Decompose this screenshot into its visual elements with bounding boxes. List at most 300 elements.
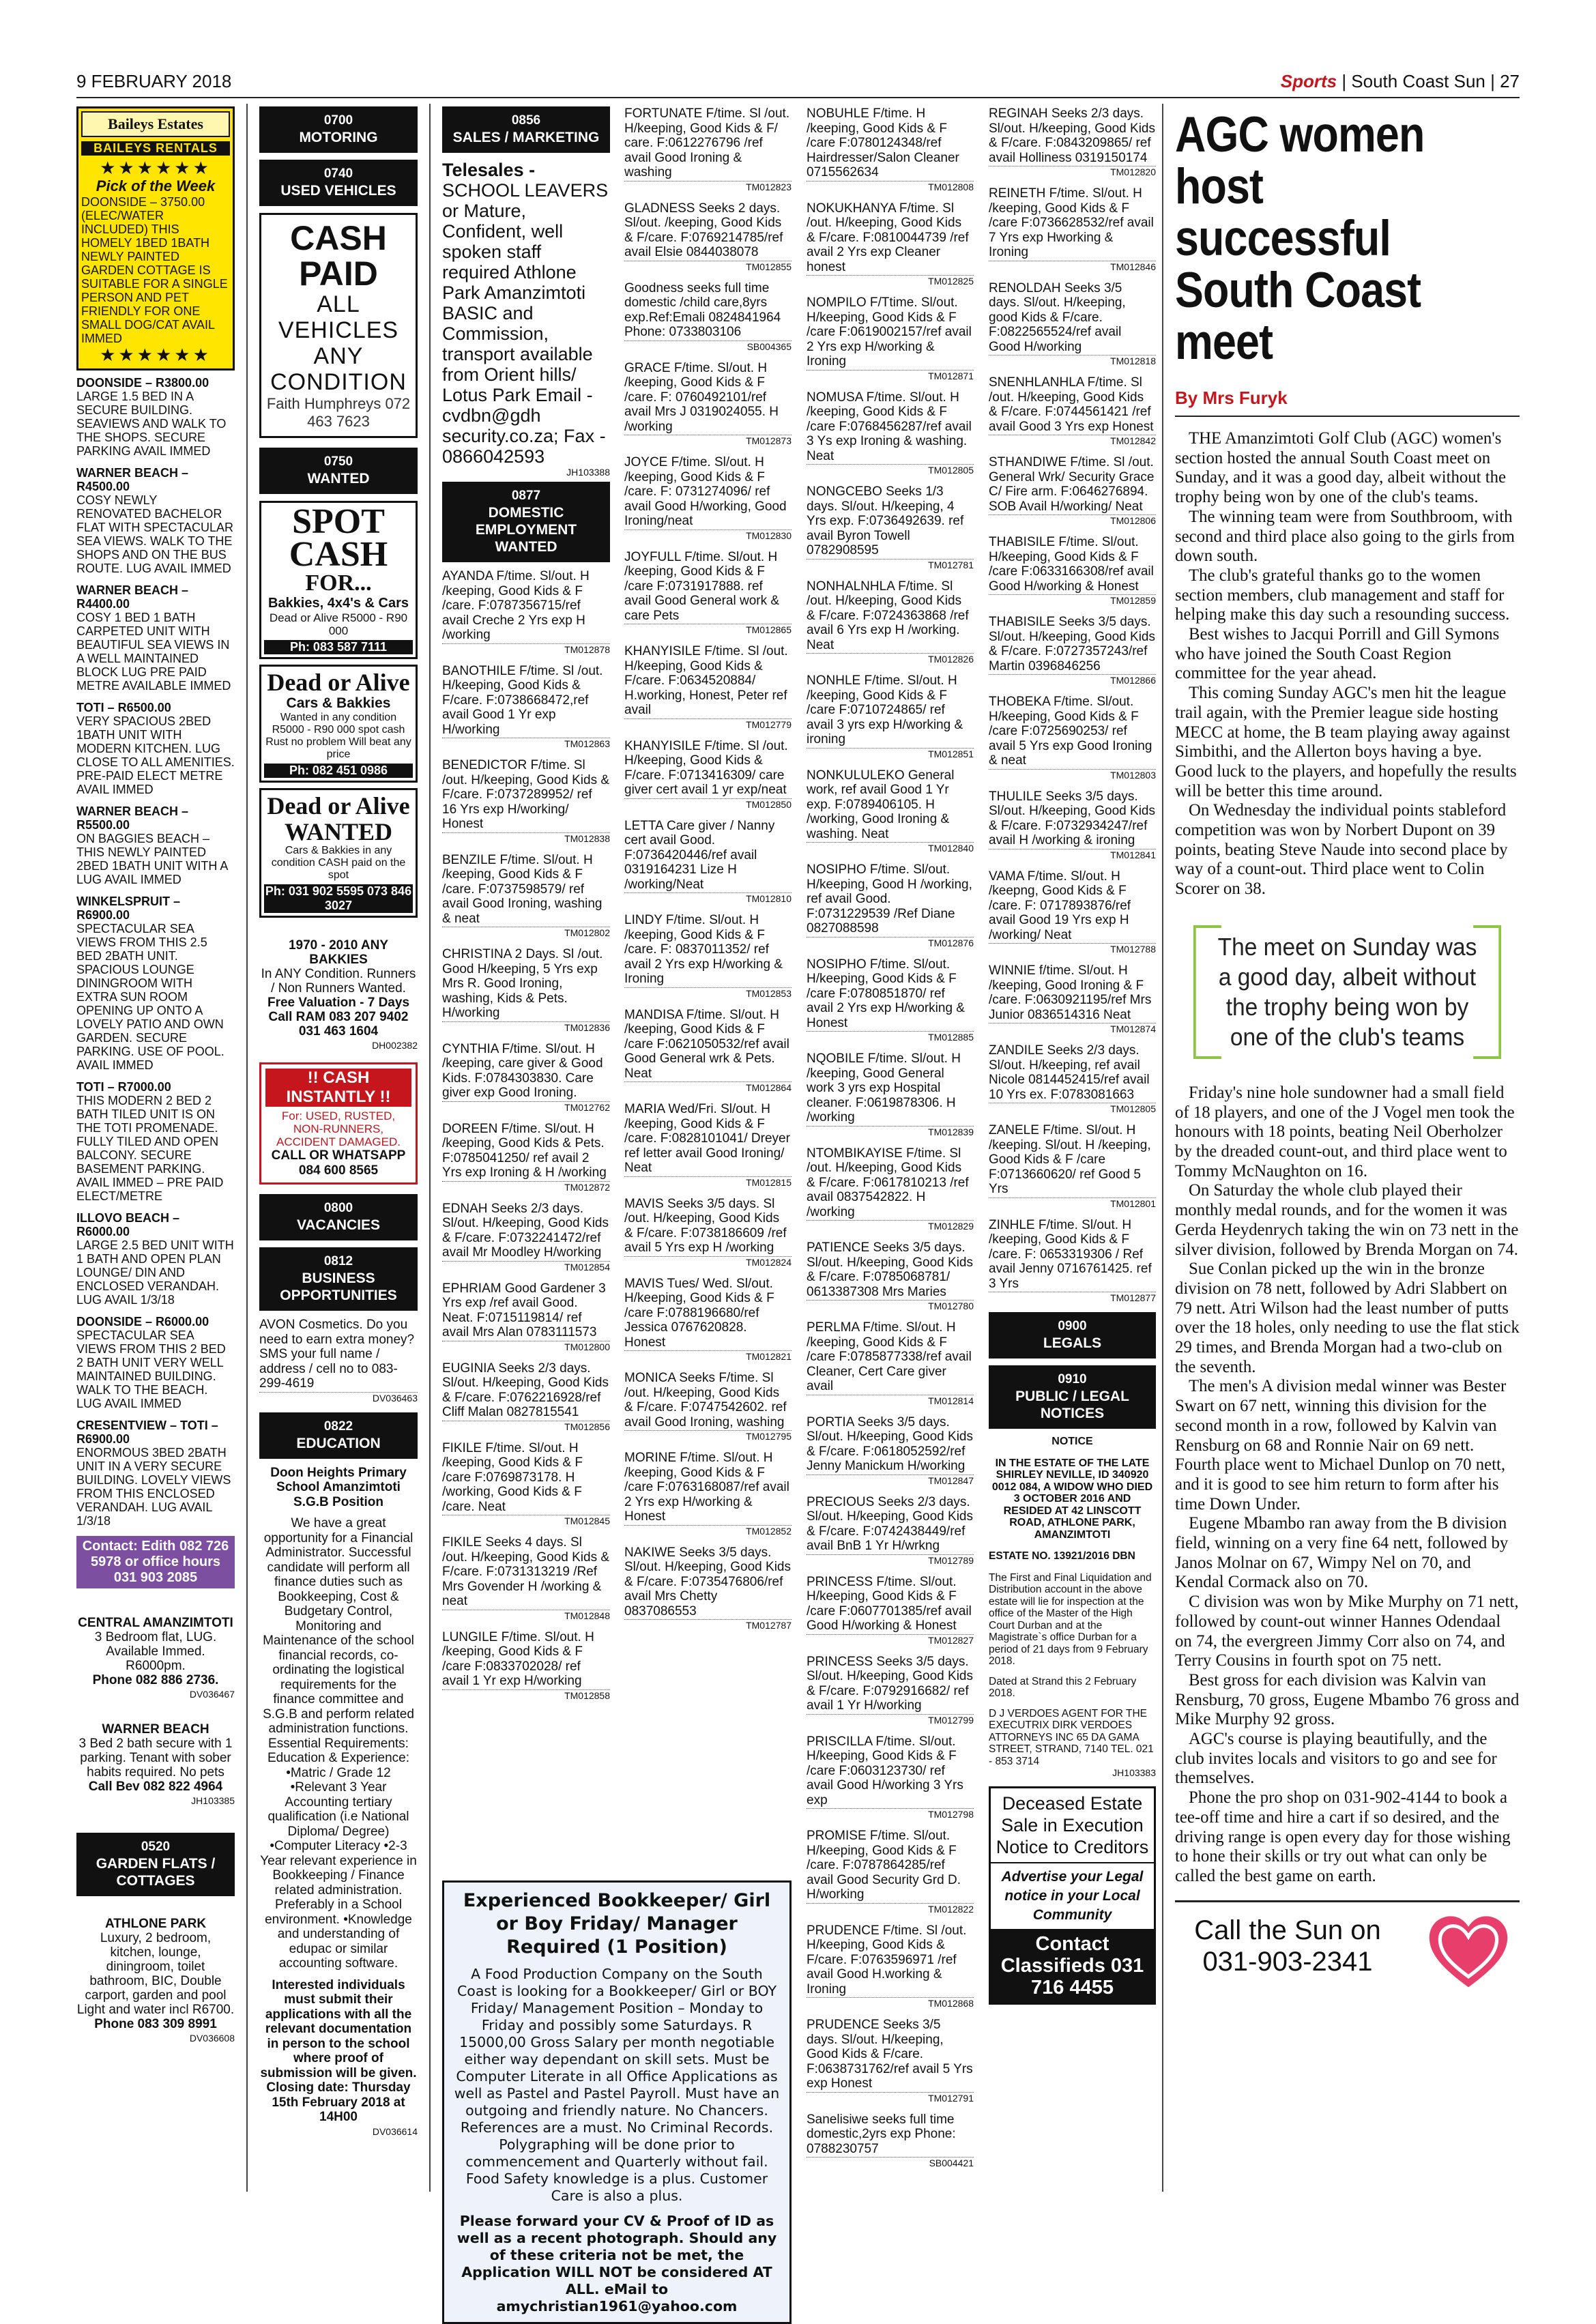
ad-text: MANDISA F/time. Sl/out. H /keeping, Good Kids & F /care F:0621050532/ref avail Good General wrk & Pets. Neat [624, 1007, 789, 1081]
article-paragraph: AGC's course is playing beautifully, and the club invites locals and visitors to go and see for themselves. [1175, 1730, 1497, 1788]
listing-title: CRESENTVIEW – TOTI – R6900.00 [76, 1419, 218, 1446]
spot-cash-for: FOR... [305, 570, 372, 596]
classified-ad [442, 1361, 610, 1432]
listing-title: DOONSIDE – R3800.00 [76, 376, 209, 390]
classified-ad [624, 1545, 792, 1631]
section-number: 0800 [323, 1201, 353, 1215]
ad-text: KHANYISILE F/time. Sl /out. H/keeping, Good Kids & F/care. F:0713416309/ care giver cert avail 1 yr exp/neat [624, 738, 788, 797]
article-paragraph: On Wednesday the individual points stableford competition was won by Norbert Dupont on 39 points, beating Steve Naude into second place by way of a count-out. Third place went to Colin Scorer on 38. [1175, 801, 1508, 899]
doa-phone: Ph: 031 902 5595 073 846 3027 [265, 884, 412, 912]
classified-ad [442, 947, 610, 1033]
ad-text: PERLMA F/time. Sl/out. H /keeping, Good Kids & F /care F:0785877338/ref avail Cleaner, Cert Care giver avail [807, 1320, 972, 1393]
ad-text: CHRISTINA 2 Days. Sl /out. Good H/keeping, 5 Yrs exp Mrs R. Good Ironing, washing, Kids & Pets. H/working [442, 947, 603, 1020]
ad-title: Doon Heights Primary School Amanzimtoti S.G.B Position [270, 1465, 407, 1509]
classified-ad [624, 1277, 792, 1363]
ad-text: EDNAH Seeks 2/3 days. Sl/out. H/keeping, Good Kids & F/care. F:0732241472/ref avail Mr Moodley H/working [442, 1201, 609, 1260]
athlone-park-ad [76, 1917, 235, 2046]
ad-ref: SB004365 [624, 340, 792, 352]
notice-dated: Dated at Strand this 2 February 2018. [989, 1675, 1137, 1699]
article-byline: By Mrs Furyk [1175, 388, 1520, 417]
classified-ad [989, 789, 1156, 860]
ad-text: FORTUNATE F/time. Sl /out. H/keeping, Good Kids & F/ care. F:0612276796 /ref avail Good Ironing & washing [624, 106, 790, 179]
classified-ad [807, 1146, 974, 1232]
section-heading-public-notices [989, 1365, 1156, 1429]
classified-ad [624, 913, 792, 999]
classified-ad [989, 869, 1156, 955]
spot-cash-vehicles: Bakkies, 4x4's & Cars [267, 596, 409, 611]
header-rule [76, 97, 1520, 98]
listing-title: TOTI – R6500.00 [76, 701, 171, 714]
any-bakkies-ad [259, 938, 418, 1053]
classified-ad [989, 535, 1156, 606]
ad-ref: TM012854 [442, 1261, 610, 1273]
article-paragraph: THE Amanzimtoti Golf Club (AGC) women's section hosted the annual South Coast meet on Sunday, and it was a good day, albeit without the trophy being won by one of the club's teams. [1175, 429, 1507, 507]
classified-ad [807, 1320, 974, 1406]
rental-listings [76, 376, 235, 1528]
ad-ref: TM012788 [989, 943, 1156, 955]
ad-text: AYANDA F/time. Sl/out. H /keeping, Good Kids & F /care. F:0787356715/ref avail Creche 2 Yrs exp H /working [442, 569, 590, 642]
section-title: SALES / MARKETING [452, 130, 600, 145]
ad-ref: DH002382 [372, 1040, 418, 1051]
section-number: 0740 [323, 166, 353, 181]
ad-text: PRINCESS Seeks 3/5 days. Sl/out. H/keeping, Good Kids & F/care. F:0792916682/ ref avail 1 Yr H/working [807, 1654, 973, 1713]
ad-ref: TM012839 [807, 1126, 974, 1137]
spot-cash-title: SPOT CASH [289, 502, 388, 574]
ad-ref: TM012801 [989, 1197, 1156, 1209]
heart-icon [1424, 1909, 1513, 1998]
rental-listing [76, 376, 235, 458]
ad-ref: TM012789 [807, 1554, 974, 1566]
ad-body: In ANY Condition. Runners / Non Runners Wanted. [261, 967, 416, 996]
ad-ref: TM012864 [624, 1081, 792, 1093]
deceased-estate-promo [989, 1786, 1156, 2005]
ad-text: NONKULULEKO General work, ref avail Good 1 Yr exp. F:0789406105. H /working, Good Ironing & washing. Neat [807, 768, 955, 841]
classified-ad [807, 768, 974, 854]
ad-ref: TM012873 [624, 435, 792, 446]
column-divider [429, 104, 431, 2192]
section-title: PUBLIC / LEGAL NOTICES [1015, 1389, 1129, 1421]
ad-ref: TM012853 [624, 987, 792, 999]
baileys-logo: Baileys Estates [81, 111, 230, 137]
ad-ref: TM012850 [624, 798, 792, 810]
ad-body: 3 Bed 2 bath secure with 1 parking. Tenant with sober habits required. No pets [78, 1737, 233, 1780]
classified-ad [807, 1495, 974, 1566]
notice-title: NOTICE [1051, 1436, 1093, 1447]
section-number: 0910 [1058, 1372, 1087, 1386]
cash-paid-ad [259, 213, 418, 438]
listing-body: LARGE 2.5 BED UNIT WITH 1 BATH AND OPEN PLAN LOUNGE/ DIN AND ENCLOSED VERANDAH. LUG AVAIL 1/3/18 [76, 1238, 234, 1307]
classified-ad [807, 1655, 974, 1726]
classified-ad [807, 106, 974, 192]
article-body-1 [1175, 429, 1520, 899]
classified-ad [624, 1008, 792, 1094]
ad-ref: TM012820 [989, 166, 1156, 177]
ad-text: NOMPILO F/Ttime. Sl/out. H/keeping, Good Kids & F /care F:0619002157/ref avail 2 Yrs exp H/working & Ironing [807, 295, 972, 368]
page-date: 9 FEBRUARY 2018 [76, 71, 232, 91]
ad-ref: TM012762 [442, 1101, 610, 1113]
classified-ad [989, 186, 1156, 272]
listing-title: WARNER BEACH – R4500.00 [76, 466, 189, 493]
ci-text: For: USED, RUSTED, NON-RUNNERS, ACCIDENT DAMAGED. [276, 1109, 401, 1148]
pull-quote-text: The meet on Sunday was a good day, albeit without the trophy being won by one of the club's teams [1217, 932, 1477, 1051]
listing-body: ENORMOUS 3BED 2BATH UNIT IN A VERY SECURE BUILDING. LOVELY VIEWS FROM THIS ENCLOSED VERANDAH. LUG AVAIL 1/3/18 [76, 1446, 231, 1528]
ad-ref: TM012805 [807, 464, 974, 476]
ad-text: Sanelisiwe seeks full time domestic,2yrs exp Phone: 0788230757 [807, 2112, 956, 2156]
telesales-ad [442, 160, 610, 478]
rental-listing [76, 466, 235, 575]
ad-text: THABISILE F/time. Sl/out. H/keeping, Good Kids & F /care F:0633166308/ref avail Good H/working & Honest [989, 535, 1154, 594]
article-paragraph: Phone the pro shop on 031-902-4144 to book a tee-off time and hire a cart if so desired, and the driving range is open every day for those wishing to hone their skills or try out what can only be called the best game on earth. [1175, 1788, 1511, 1885]
dead-or-alive-wanted-ad [259, 788, 418, 918]
ad-ref: SB004421 [807, 2157, 974, 2168]
ad-ref: TM012798 [807, 1808, 974, 1820]
ad-text: LINDY F/time. Sl/out. H /keeping, Good Kids & F /care. F: 0837011352/ ref avail 2 Yrs exp H/working & Ironing [624, 913, 783, 986]
ad-ref: TM012802 [442, 927, 610, 938]
ad-ref: TM012825 [807, 275, 974, 287]
doon-heights-ad [259, 1466, 418, 2140]
listing-body: ON BAGGIES BEACH – THIS NEWLY PAINTED 2BED 1BATH UNIT WITH A LUG AVAIL IMMED [76, 832, 228, 886]
classified-ad [807, 1734, 974, 1820]
ad-ref: TM012830 [624, 529, 792, 541]
rental-listing [76, 1080, 235, 1203]
notice-body: The First and Final Liquidation and Distribution account in the above estate will lie for inspection at the office of the Master of the High Court Durban and at the Magistrate`s office Durban for a period of 21 days from 9 February 2018. [989, 1571, 1152, 1667]
ad-text: THOBEKA F/time. Sl/out. H/keeping, Good Kids & F /care F:0725690253/ ref avail 5 Yrs exp Good Ironing & neat [989, 695, 1152, 768]
ad-text: FIKILE Seeks 4 days. Sl /out. H/keeping, Good Kids & F/care. F:0731313219 /Ref Mrs Govender H /working & neat [442, 1535, 610, 1608]
ad-ref: JH103385 [191, 1795, 235, 1806]
ad-ref: TM012814 [807, 1395, 974, 1406]
classified-ad [807, 673, 974, 759]
ad-text: STHANDIWE F/time. Sl /out. General Wrk/ Security Grace C/ Fire arm. F:0646276894. SOB Avail H/working/ Neat [989, 455, 1155, 514]
ad-text: MAVIS Seeks 3/5 days. Sl /out. H/keeping, Good Kids & F/care. F:0738186609 /ref avail 5 Yrs exp H /working [624, 1196, 787, 1255]
section-heading-business [259, 1247, 418, 1311]
baileys-rentals-ad [76, 106, 235, 371]
article-paragraph: Best gross for each division was Kalvin van Rensburg, 70 gross, Eugene Mbambo 76 gross and Mike Murphy 92 gross. [1175, 1670, 1520, 1729]
listing-title: WARNER BEACH – R4400.00 [76, 583, 189, 611]
ad-instructions: Interested individuals must submit their applications with all the relevant documentation in person to the school where proof of submission will be given. Closing date: Thursday 15th February 2018 at 14H00 [260, 1977, 417, 2124]
ad-ref: TM012803 [989, 769, 1156, 781]
ad-ref: TM012780 [807, 1300, 974, 1311]
promo-title: Deceased Estate Sale in Execution Notice to Creditors [996, 1792, 1149, 1857]
section-heading-education [259, 1412, 418, 1459]
listing-body: VERY SPACIOUS 2BED 1BATH UNIT WITH MODERN KITCHEN. LUG CLOSE TO ALL AMENITIES. PRE-PAID ELECT METRE AVAIL IMMED [76, 714, 235, 796]
ad-text: THULILE Seeks 3/5 days. Sl/out. H/keeping, Good Kids & F/care. F:0732934247/ref avail H /working & ironing [989, 789, 1155, 847]
section-title: WANTED [307, 471, 370, 486]
ad-text: ZANELE F/time. Sl/out. H /keeping. Sl/out. H /keeping, Good Kids & F /care F:0713660620/ ref Good 5 Yrs [989, 1123, 1151, 1196]
doa-text: Cars & Bakkies in any condition CASH paid on the spot [271, 845, 406, 881]
section-name: Sports [1280, 71, 1337, 91]
ad-text: PRINCESS F/time. Sl/out. H/keeping, Good Kids & F /care F:0607701385/ref avail Good H/working & Honest [807, 1574, 972, 1633]
classified-ad [624, 1451, 792, 1537]
section-number: 0700 [323, 113, 353, 128]
section-number: 0877 [511, 489, 541, 503]
notice-heading: IN THE ESTATE OF THE LATE SHIRLEY NEVILLE, ID 340920 0012 084, A WIDOW WHO DIED 3 OCTOBER 2016 AND RESIDED AT 42 LINSCOTT ROAD, ATHLONE PARK, AMANZIMTOTI [991, 1457, 1153, 1541]
listing-body: COSY 1 BED 1 BATH CARPETED UNIT WITH BEAUTIFUL SEA VIEWS IN A WELL MAINTAINED BLOCK LUG PRE PAID METRE AVAILABLE IMMED [76, 611, 231, 693]
classified-ad [807, 484, 974, 570]
ad-text: JOYCE F/time. Sl/out. H /keeping, Good Kids & F /care. F: 0731274096/ ref avail Good H/working, Good Ironing/neat [624, 455, 787, 528]
ad-text: PRECIOUS Seeks 2/3 days. Sl/out. H/keeping, Good Kids & F/care. F:0742438449/ref avail BnB 1 Yr H/wrkng [807, 1494, 973, 1553]
ad-text: MARIA Wed/Fri. Sl/out. H /keeping, Good Kids & F /care. F:0828101041/ Dreyer ref letter avail Good Ironing/ Neat [624, 1102, 790, 1175]
ci-phone: CALL OR WHATSAPP 084 600 8565 [271, 1148, 406, 1178]
ad-ref: TM012885 [807, 1031, 974, 1043]
cash-instantly-ad [259, 1062, 418, 1185]
listing-body: THIS MODERN 2 BED 2 BATH TILED UNIT IS ON THE TOTI PROMENADE. FULLY TILED AND OPEN BALCONY. SECURE BASEMENT PARKING. AVAIL IMMED – PRE PAID ELECT/METRE [76, 1094, 224, 1203]
ad-body: We have a great opportunity for a Financial Administrator. Successful candidate will perform all finance duties such as Bookkeeping, Cost & Budgetary Control, Monitoring and Maintenance of the school financial records, co-ordinating the logistical requirements for the finance committee and S.G.B and perform related administration functions. Essential Requirements: Education & Experience: •Matric / Grade 12 •Relevant 3 Year Accounting tertiary qualification (i.e National Diploma/ Degree) •Computer Literacy •2-3 Year relevant experience in Bookkeeping / Finance related administration. Preferably in a School environment. •Knowledge and understanding of edupac or similar accounting software. [260, 1516, 417, 1971]
stars-row: ★★★★★★ [100, 345, 212, 365]
classified-ad [989, 695, 1156, 781]
spot-cash-phone: Ph: 083 587 7111 [264, 640, 413, 654]
ad-ref: TM012868 [807, 1997, 974, 2009]
listing-title: DOONSIDE – R6000.00 [76, 1315, 209, 1328]
section-heading-vacancies [259, 1194, 418, 1240]
section-heading-garden-flats [76, 1833, 235, 1896]
rental-listing [76, 701, 235, 796]
dead-or-alive-ad [259, 665, 418, 783]
classified-ad [624, 644, 792, 730]
section-heading-wanted [259, 448, 418, 494]
ad-ref: TM012808 [807, 181, 974, 192]
ad-ref: TM012806 [989, 514, 1156, 526]
ad-text: PRUDENCE F/time. Sl /out. H/keeping, Good Kids & F/care. F:0763596971 /ref avail Good H.working & Ironing [807, 1923, 967, 1996]
classified-ad [624, 361, 792, 447]
classified-ad [442, 569, 610, 655]
ad-ref: TM012840 [807, 842, 974, 854]
ad-text: WINNIE f/time. Sl/out. H /keeping, Good Ironing & F /care. F:0630921195/ref Mrs Junior 0836514316 Neat [989, 963, 1152, 1022]
classified-ad [807, 1829, 974, 1915]
classified-ad [807, 201, 974, 287]
classified-ad [807, 390, 974, 476]
ad-body: Luxury, 2 bedroom, kitchen, lounge, diningroom, toilet bathroom, BIC, Double carport, garden and pool Light and water incl R6700. [76, 1931, 235, 2017]
ad-ref: DV036467 [189, 1689, 235, 1700]
article-paragraph: Sue Conlan picked up the win in the bronze division on 78 nett, followed by Adri Slabbert on 79 nett. Atri Wilson had the least number of putts over the 18 holes, only needing to use the flat stick 29 times, and Brenda Morgan had a two-club on the seventh. [1175, 1260, 1520, 1376]
ad-text: PORTIA Seeks 3/5 days. Sl/out. H/keeping, Good Kids & F/care. F:0618052592/ref Jenny Manickum H/working [807, 1414, 973, 1473]
section-title: EDUCATION [296, 1435, 381, 1451]
ad-text: PROMISE F/time. Sl/out. H/keeping, Good Kids & F /care. F:0787864285/ref avail Good Security Grd D. H/working [807, 1829, 961, 1902]
ad-ref: TM012791 [807, 2092, 974, 2104]
listing-title: TOTI – R7000.00 [76, 1080, 171, 1094]
ad-ref: TM012824 [624, 1256, 792, 1268]
ad-title: Telesales - [442, 160, 536, 180]
rental-listing [76, 583, 235, 693]
ad-ref: TM012826 [807, 653, 974, 665]
classified-ad [624, 281, 792, 352]
ad-phone: Phone 082 886 2736. [92, 1673, 219, 1687]
promo-contact: Contact Classifieds 031 716 4455 [991, 1929, 1154, 2003]
cash-paid-contact: Faith Humphreys 072 463 7623 [266, 395, 411, 430]
page-section-info: Sports | South Coast Sun | 27 [1280, 71, 1520, 91]
ad-text: LUNGILE F/time. Sl/out. H /keeping, Good Kids & F /care F:0833702028/ ref avail 1 Yr exp H/working [442, 1629, 594, 1688]
ad-ref: TM012871 [807, 370, 974, 381]
domestic-ads [442, 569, 610, 1701]
rentals-contact: Contact: Edith 082 726 5978 or office hours 031 903 2085 [76, 1536, 235, 1588]
ad-ref: TM012821 [624, 1350, 792, 1362]
avon-ad [259, 1318, 418, 1404]
ad-text: MORINE F/time. Sl/out. H /keeping, Good Kids & F /care F:0763168087/ref avail 2 Yrs exp H/working & Honest [624, 1451, 789, 1524]
ad-ref: TM012836 [442, 1021, 610, 1033]
ci-title: !! CASH INSTANTLY !! [265, 1069, 411, 1107]
ad-text: NONGCEBO Seeks 1/3 days. Sl/out. H/keeping, 4 Yrs exp. F:0736492639. ref avail Byron Towell 0782908595 [807, 484, 964, 557]
ad-ref: TM012863 [442, 738, 610, 749]
doa-text: Wanted in any condition R5000 - R90 000 spot cash Rust no problem Will beat any price [265, 712, 411, 760]
column-divider [246, 104, 248, 2192]
classified-ad [807, 957, 974, 1043]
domestic-ads [989, 106, 1156, 1303]
recruit-title: Experienced Bookkeeper/ Girl or Boy Friday/ Manager Required (1 Position) [463, 1890, 771, 1958]
section-title: BUSINESS OPPORTUNITIES [280, 1270, 397, 1303]
spot-cash-range: Dead or Alive R5000 - R90 000 [269, 611, 408, 637]
ad-text: Goodness seeks full time domestic /child care,8yrs exp.Ref:Emali 0824841964 Phone: 0733803106 [624, 280, 781, 339]
section-title: GARDEN FLATS / COTTAGES [96, 1856, 216, 1889]
listing-body: COSY NEWLY RENOVATED BACHELOR FLAT WITH SPECTACULAR SEA VIEWS. WALK TO THE SHOPS AND ON THE BUS ROUTE. LUG AVAIL IMMED [76, 493, 234, 575]
classified-ad [989, 106, 1156, 177]
ad-ref: TM012872 [442, 1181, 610, 1193]
section-number: 0520 [141, 1840, 171, 1854]
classified-ad [442, 853, 610, 939]
section-number: 0822 [323, 1419, 353, 1434]
ad-ref: TM012795 [624, 1430, 792, 1442]
ad-ref: DV036614 [372, 2125, 418, 2137]
classified-ad [989, 455, 1156, 526]
motoring-column [259, 106, 418, 2139]
cash-paid-title: CASH PAID [290, 219, 387, 293]
ad-ref: TM012827 [807, 1634, 974, 1646]
recruit-body: A Food Production Company on the South Coast is looking for a Bookkeeper/ Girl or BOY Friday/ Management Position – Monday to Friday and possibly some Saturdays. R 15000,00 Gross Salary per month negotiable either way dependant on skill sets. Must be Computer Literate in all Office Applications as well as Pastel and Pastel Payroll. Must have an outgoing and friendly nature. No Chancers. References are a must. No Criminal Records. Polygraphing will be done prior to commencement and Quarterly without fail. Food Safety knowledge is a plus. Customer Care is also a plus. [454, 1966, 780, 2204]
classified-ad [442, 1202, 610, 1273]
ad-ref: TM012781 [807, 559, 974, 570]
classified-ad [442, 1042, 610, 1113]
ad-text: GLADNESS Seeks 2 days. Sl/out. /keeping, Good Kids & F/care. F:0769214785/ref avail Elsie 0844038078 [624, 201, 783, 259]
article-paragraph: The winning team were from Southbroom, with second and third place also going to the girls from down south. [1175, 507, 1515, 566]
ad-text: NOKUKHANYA F/time. Sl /out. H/keeping, Good Kids & F/care. F:0810044739 /ref avail 2 Yrs exp Cleaner honest [807, 201, 969, 274]
article-paragraph: On Saturday the whole club played their monthly medal rounds, and for the women it was Gerda Heydenrych taking the win on 73 nett in the silver division, followed by Brenda Morgan on 74. [1175, 1181, 1519, 1259]
classified-ad [807, 1051, 974, 1137]
bookkeeper-recruitment-ad [442, 1880, 792, 2324]
article-headline: AGC women host successful South Coast meet [1175, 107, 1425, 370]
doa-phone: Ph: 082 451 0986 [264, 764, 413, 778]
ad-text: EPHRIAM Good Gardener 3 Yrs exp /ref avail Good. Neat. F:0715119814/ ref avail Mrs Alan 0783111573 [442, 1281, 606, 1339]
ad-ref: DV036463 [259, 1392, 418, 1404]
ad-text: MONICA Seeks F/time. Sl /out. H/keeping, Good Kids & F/care. F:0747542602. ref avail Good Ironing, washing [624, 1371, 787, 1429]
ad-ref: TM012800 [442, 1341, 610, 1352]
ad-ref: DV036608 [189, 2033, 235, 2044]
ad-text: EUGINIA Seeks 2/3 days. Sl/out. H/keeping, Good Kids & F/care. F:0762216928/ref Cliff Malan 0827815541 [442, 1361, 609, 1419]
ad-body: 3 Bedroom flat, LUG. Available Immed. R6000pm. [94, 1630, 217, 1673]
call-the-sun-promo [1175, 1900, 1520, 1989]
ad-ref: TM012876 [807, 937, 974, 948]
column-divider [1162, 104, 1163, 2192]
section-title: DOMESTIC EMPLOYMENT WANTED [475, 505, 577, 555]
ad-ref: TM012878 [442, 643, 610, 655]
classified-ad [807, 579, 974, 665]
rentals-column [76, 106, 235, 2055]
ad-ref: TM012805 [989, 1103, 1156, 1114]
ad-text: NAKIWE Seeks 3/5 days. Sl/out. H/keeping, Good Kids & F/care. F:0735476806/ref avail Mrs Chetty 0837086553 [624, 1545, 791, 1618]
ad-phone: Call RAM 083 207 9402 031 463 1604 [268, 1010, 409, 1038]
classified-ad [624, 550, 792, 636]
classified-ad [807, 1923, 974, 2009]
ad-ref: TM012877 [989, 1292, 1156, 1303]
ad-text: CYNTHIA F/time. Sl/out. H /keeping, care giver & Good Kids. F:0784303830. Care giver exp Good Ironing. [442, 1041, 603, 1100]
ad-ref: JH103388 [566, 467, 610, 478]
ad-ref: TM012823 [624, 181, 792, 192]
ad-ref: TM012847 [807, 1475, 974, 1486]
classified-ad [807, 2018, 974, 2104]
domestic-column-3 [807, 106, 974, 2177]
section-number: 0750 [323, 454, 353, 469]
classified-ad [989, 1218, 1156, 1304]
ad-text: PATIENCE Seeks 3/5 days. Sl/out. H/keeping, Good Kids & F/care. F:0785068781/ 0613387308 Mrs Maries [807, 1240, 973, 1299]
section-heading-legals [989, 1312, 1156, 1359]
ad-ref: TM012845 [442, 1515, 610, 1526]
ad-text: BENEDICTOR F/time. Sl /out. H/keeping, Good Kids & F/care. F:0737289952/ ref 16 Yrs exp H/working/ Honest [442, 758, 610, 831]
ad-ref: TM012865 [624, 624, 792, 635]
listing-body: SPECTACULAR SEA VIEWS FROM THIS 2 BED 2 BATH UNIT VERY WELL MAINTAINED BUILDING. WALK TO THE BEACH. LUG AVAIL IMMED [76, 1328, 226, 1410]
ad-title: ATHLONE PARK [104, 1917, 207, 1931]
ad-text: JOYFULL F/time. Sl/out. H /keeping, Good Kids & F /care F:0731917888. ref avail Good General work & care Pets [624, 549, 780, 623]
ad-ref: TM012855 [624, 261, 792, 272]
section-heading-used-vehicles [259, 160, 418, 206]
ad-ref: TM012787 [624, 1619, 792, 1631]
classified-ad [442, 1630, 610, 1701]
article-paragraph: Friday's nine hole sundowner had a small field of 18 players, and one of the J Vogel men took the honours with 18 points, beating Neil Oberholzer by the dreaded count-out, and third place went to Tommy McNaughton on 16. [1175, 1083, 1515, 1180]
classified-ad [807, 1575, 974, 1646]
ad-text: THABISILE Seeks 3/5 days. Sl/out. H/keeping, Good Kids & F/care. F:0727357243/ref Martin 0396846256 [989, 615, 1155, 673]
classified-ad [989, 1043, 1156, 1114]
ad-text: PRISCILLA F/time. Sl/out. H/keeping, Good Kids & F /care F:0603123730/ ref avail Good H/working 3 Yrs exp [807, 1734, 963, 1807]
pick-of-week-text: DOONSIDE – 3750.00 (ELEC/WATER INCLUDED) THIS HOMELY 1BED 1BATH NEWLY PAINTED GARDEN COTTAGE IS SUITABLE FOR A SINGLE PERSON AND PET FRIENDLY FOR ONE SMALL DOG/CAT AVAIL IMMED [81, 195, 228, 345]
classified-ad [442, 1441, 610, 1527]
ad-text: NTOMBIKAYISE F/time. Sl /out. H/keeping, Good Kids & F/care. F:0617810213 /ref avail 0837542822. H /working [807, 1146, 969, 1219]
warner-beach-ad [76, 1722, 235, 1808]
ad-body: SCHOOL LEAVERS or Mature, Confident, well spoken staff required Athlone Park Amanzimtoti BASIC and Commission, transport available from Orient hills/ Lotus Park Email - cvdbn@gdh security.co.za; Fax - 0866042593 [442, 180, 609, 467]
doa-title: Dead or Alive [267, 669, 410, 696]
classified-ad [624, 106, 792, 192]
classified-ad [442, 758, 610, 844]
ad-ref: TM012815 [624, 1176, 792, 1188]
ad-ref: JH103383 [1112, 1767, 1156, 1778]
section-title: VACANCIES [296, 1217, 381, 1233]
classified-ad [989, 615, 1156, 686]
ad-text: SNENHLANHLA F/time. Sl /out. H/keeping, Good Kids & F/care. F:0744561421 /ref avail Good 3 Yrs exp Honest [989, 375, 1154, 434]
classified-ad [807, 295, 974, 381]
notice-agent: D J VERDOES AGENT FOR THE EXECUTRIX DIRK VERDOES ATTORNEYS INC 65 DA GAMA STREET, STRAND, 7140 TEL. 021 - 853 3714 [989, 1707, 1154, 1767]
baileys-rentals-banner: BAILEYS RENTALS [81, 141, 230, 156]
ad-ref: TM012858 [442, 1689, 610, 1701]
domestic-ads [624, 106, 792, 1631]
ad-ref: TM012848 [442, 1610, 610, 1621]
estate-notice [989, 1436, 1156, 1780]
ad-text: NONHLE F/time. Sl/out. H /keeping, Good Kids & F /care F:0710724865/ ref avail 3 yrs exp H/working & ironing [807, 673, 963, 746]
classified-ad [442, 1281, 610, 1352]
listing-title: WINKELSPRUIT – R6900.00 [76, 895, 181, 922]
classified-ad [989, 963, 1156, 1034]
rental-listing [76, 895, 235, 1072]
ad-phone: Phone 083 309 8991 [94, 2017, 217, 2031]
ad-ref: TM012799 [807, 1714, 974, 1726]
ad-text: ZINHLE F/time. Sl/out. H /keeping, Good Kids & F /care. F: 0653319306 / Ref avail Jenny 0716761425. ref 3 Yrs [989, 1217, 1152, 1291]
section-heading-motoring [259, 106, 418, 153]
cash-paid-sub: ALL VEHICLES ANY CONDITION [270, 291, 407, 395]
recruit-contact: Please forward your CV & Proof of ID as well as a recent photograph. Should any of these criteria not be met, the Application WILL NOT be considered AT ALL. eMail to amychristian1961@yahoo.com [456, 2213, 777, 2314]
ad-ref: TM012822 [807, 1903, 974, 1915]
section-title: LEGALS [1043, 1335, 1102, 1351]
article-paragraph: The club's grateful thanks go to the women section members, club management and staff for helping make this day such a resounding success. [1175, 566, 1510, 624]
rental-listing [76, 1315, 235, 1410]
ad-ref: TM012838 [442, 832, 610, 844]
domestic-ads [807, 106, 974, 2168]
section-title: MOTORING [299, 130, 378, 145]
article-paragraph: The men's A division medal winner was Bester Swart on 67 nett, winning this division for the second month in a row, followed by Kalvin van Rensburg on 68 and Ronnie Nair on 69 nett. Fourth place went to Michael Dunlop on 70 nett, and it is good to see him return to form after his time Down Under. [1175, 1377, 1507, 1513]
ad-text: NOSIPHO F/time. Sl/out. H/keeping, Good H /working, ref avail Good. F:0731229539 /Ref Diane 0827088598 [807, 862, 972, 935]
